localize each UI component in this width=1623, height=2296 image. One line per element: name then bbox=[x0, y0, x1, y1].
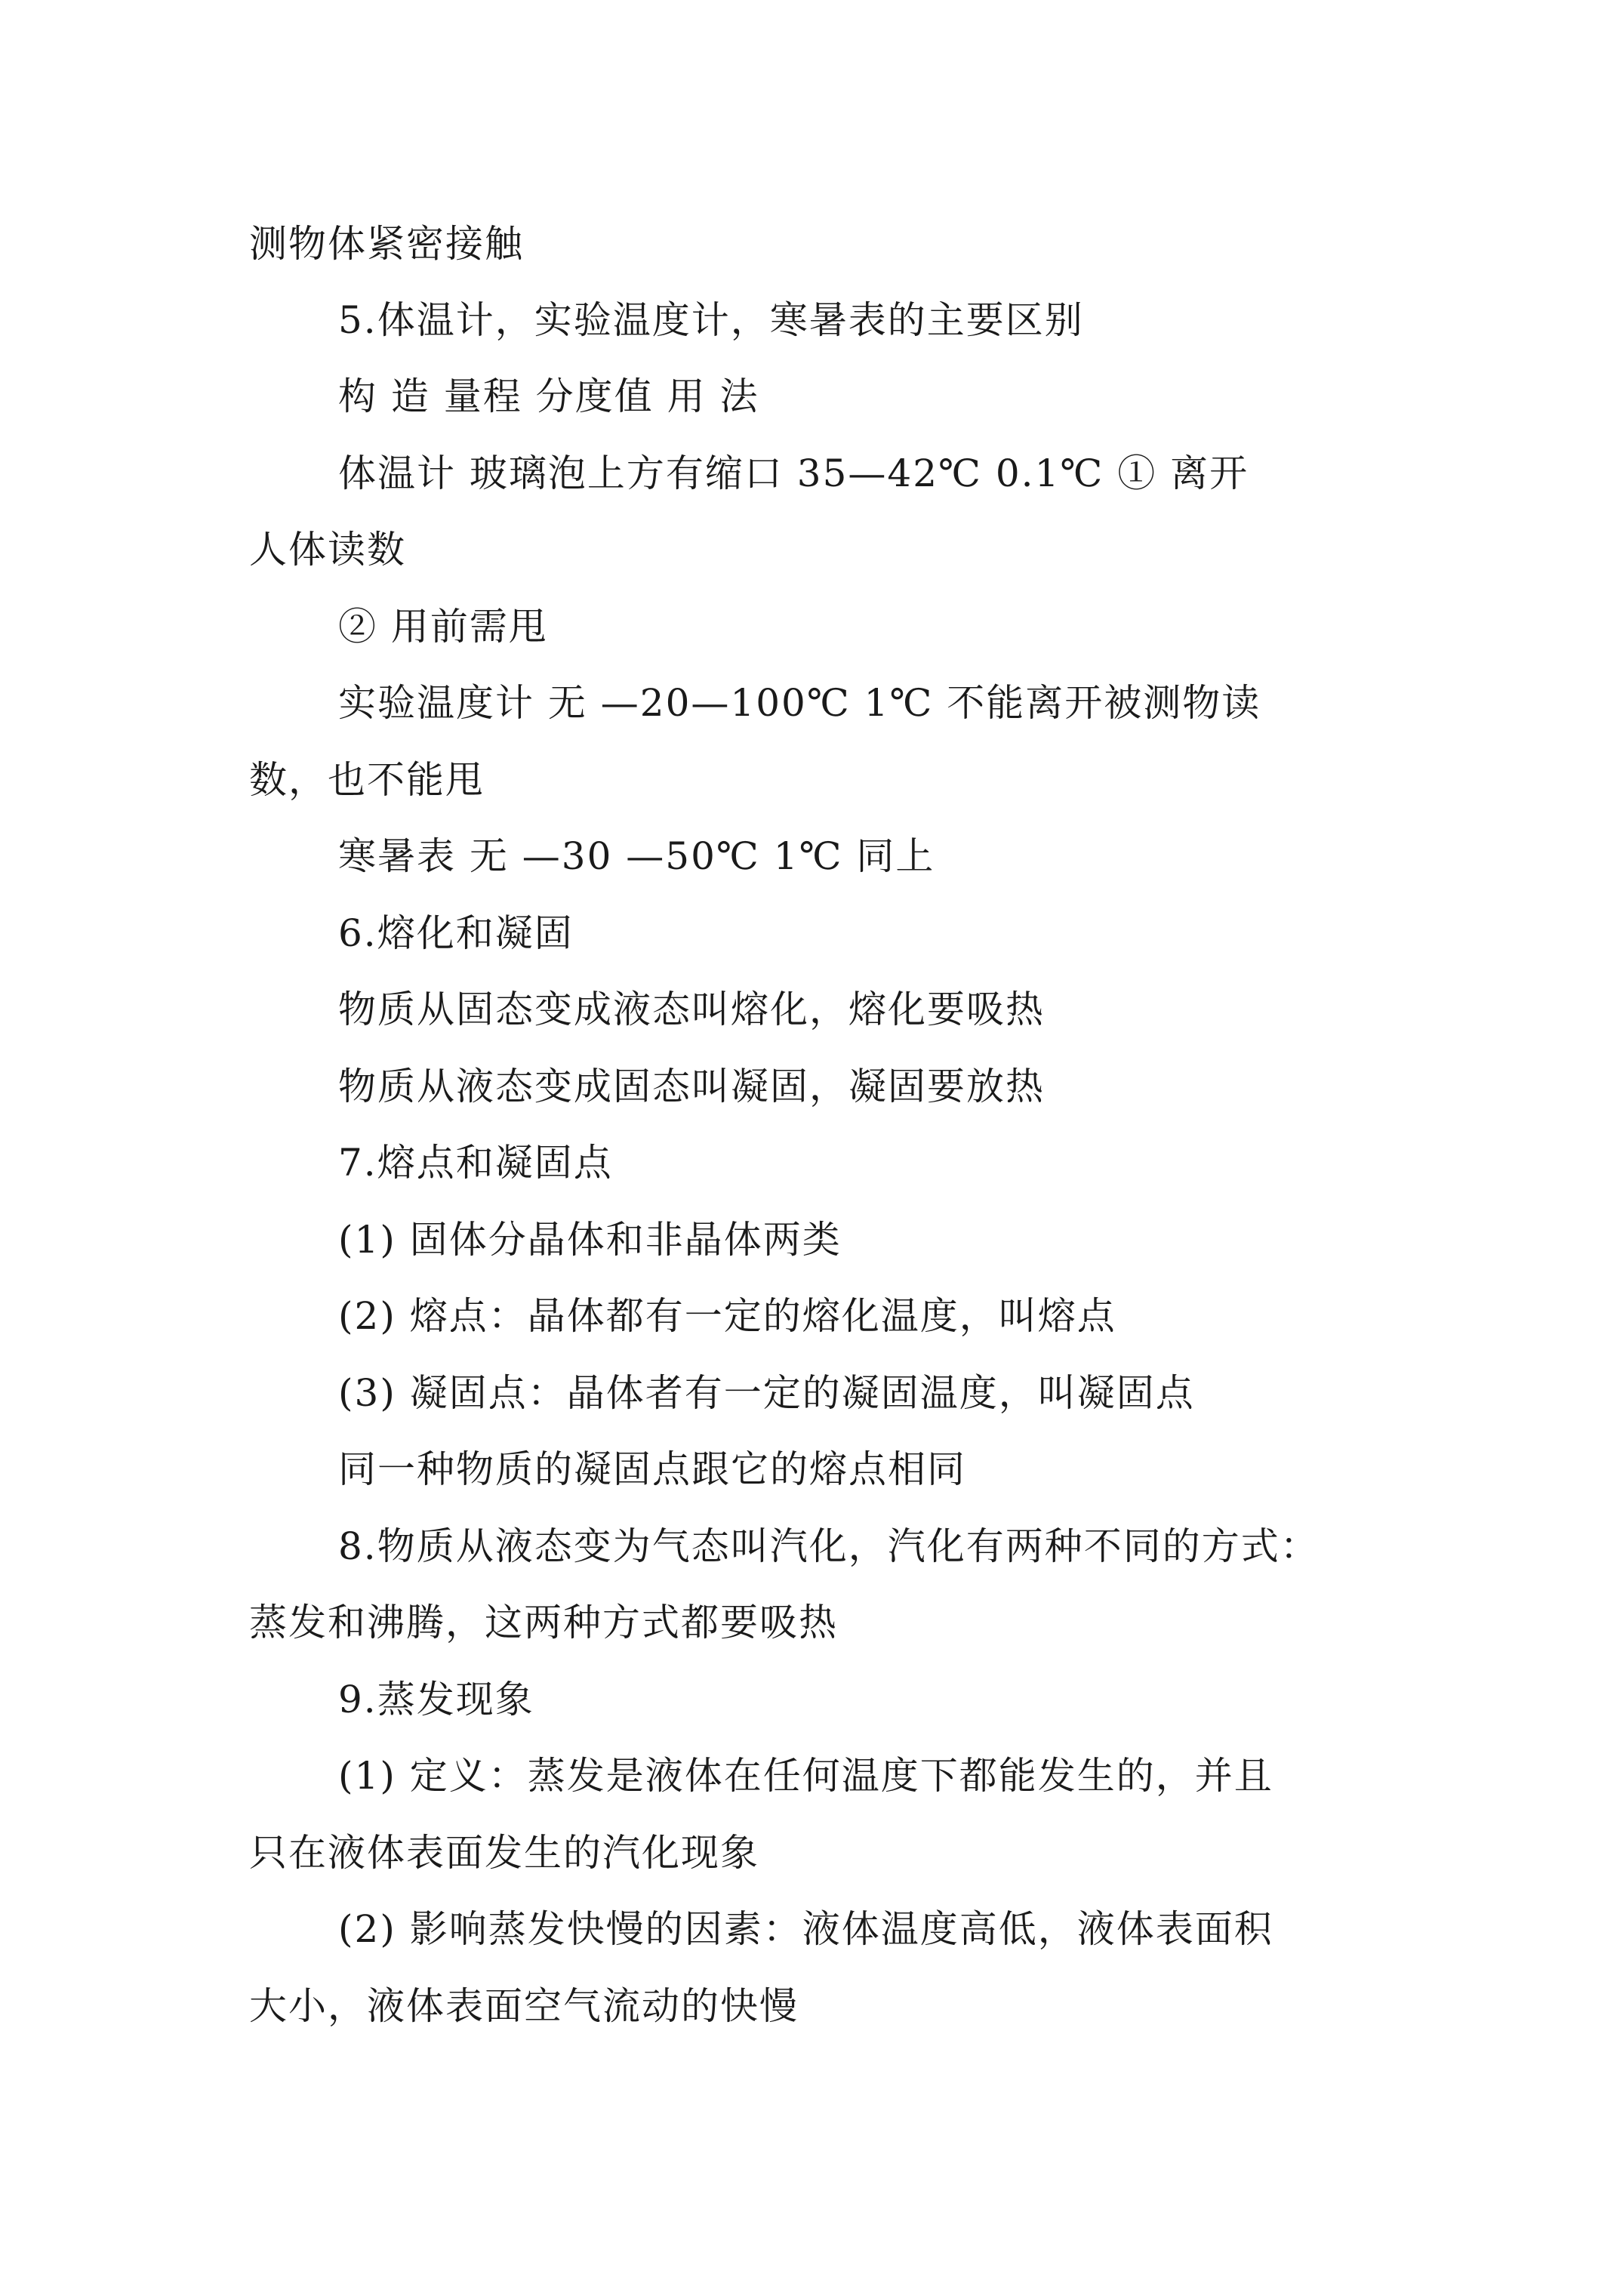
text-line-5: 人体读数 bbox=[249, 528, 406, 572]
text-line-1: 测物体紧密接触 bbox=[249, 222, 524, 266]
text-line-8: 数，也不能甩 bbox=[249, 758, 485, 802]
text-line-6: ② 用前需甩 bbox=[338, 605, 548, 649]
text-line-10: 6.熔化和凝固 bbox=[338, 911, 574, 955]
text-line-24: 大小，液体表面空气流动的快慢 bbox=[249, 1984, 799, 2028]
text-line-22: 只在液体表面发生的汽化现象 bbox=[249, 1831, 759, 1875]
text-line-18: 8.物质从液态变为气态叫汽化，汽化有两种不同的方式： bbox=[338, 1524, 1320, 1568]
text-line-19: 蒸发和沸腾，这两种方式都要吸热 bbox=[249, 1601, 838, 1644]
text-line-9: 寒暑表 无 —30 —50℃ 1℃ 同上 bbox=[338, 834, 935, 878]
text-line-14: (1) 固体分晶体和非晶体两类 bbox=[338, 1218, 842, 1262]
text-line-3: 构 造 量程 分度值 用 法 bbox=[338, 374, 759, 418]
text-line-17: 同一种物质的凝固点跟它的熔点相同 bbox=[338, 1447, 966, 1491]
text-line-16: (3) 凝固点：晶体者有一定的凝固温度，叫凝固点 bbox=[338, 1371, 1195, 1415]
text-line-7: 实验温度计 无 —20—100℃ 1℃ 不能离开被测物读 bbox=[338, 681, 1261, 725]
text-line-13: 7.熔点和凝固点 bbox=[338, 1141, 613, 1185]
text-line-23: (2) 影响蒸发快慢的因素：液体温度高低，液体表面积 bbox=[338, 1907, 1273, 1951]
text-line-2: 5.体温计，实验温度计，寒暑表的主要区别 bbox=[338, 298, 1084, 342]
text-line-21: (1) 定义：蒸发是液体在任何温度下都能发生的，并且 bbox=[338, 1754, 1273, 1798]
text-line-11: 物质从固态变成液态叫熔化，熔化要吸热 bbox=[338, 988, 1045, 1031]
text-line-4: 体温计 玻璃泡上方有缩口 35—42℃ 0.1℃ ① 离开 bbox=[338, 451, 1249, 495]
text-line-20: 9.蒸发现象 bbox=[338, 1678, 534, 1721]
text-line-12: 物质从液态变成固态叫凝固，凝固要放热 bbox=[338, 1065, 1045, 1108]
text-line-15: (2) 熔点：晶体都有一定的熔化温度，叫熔点 bbox=[338, 1294, 1116, 1338]
